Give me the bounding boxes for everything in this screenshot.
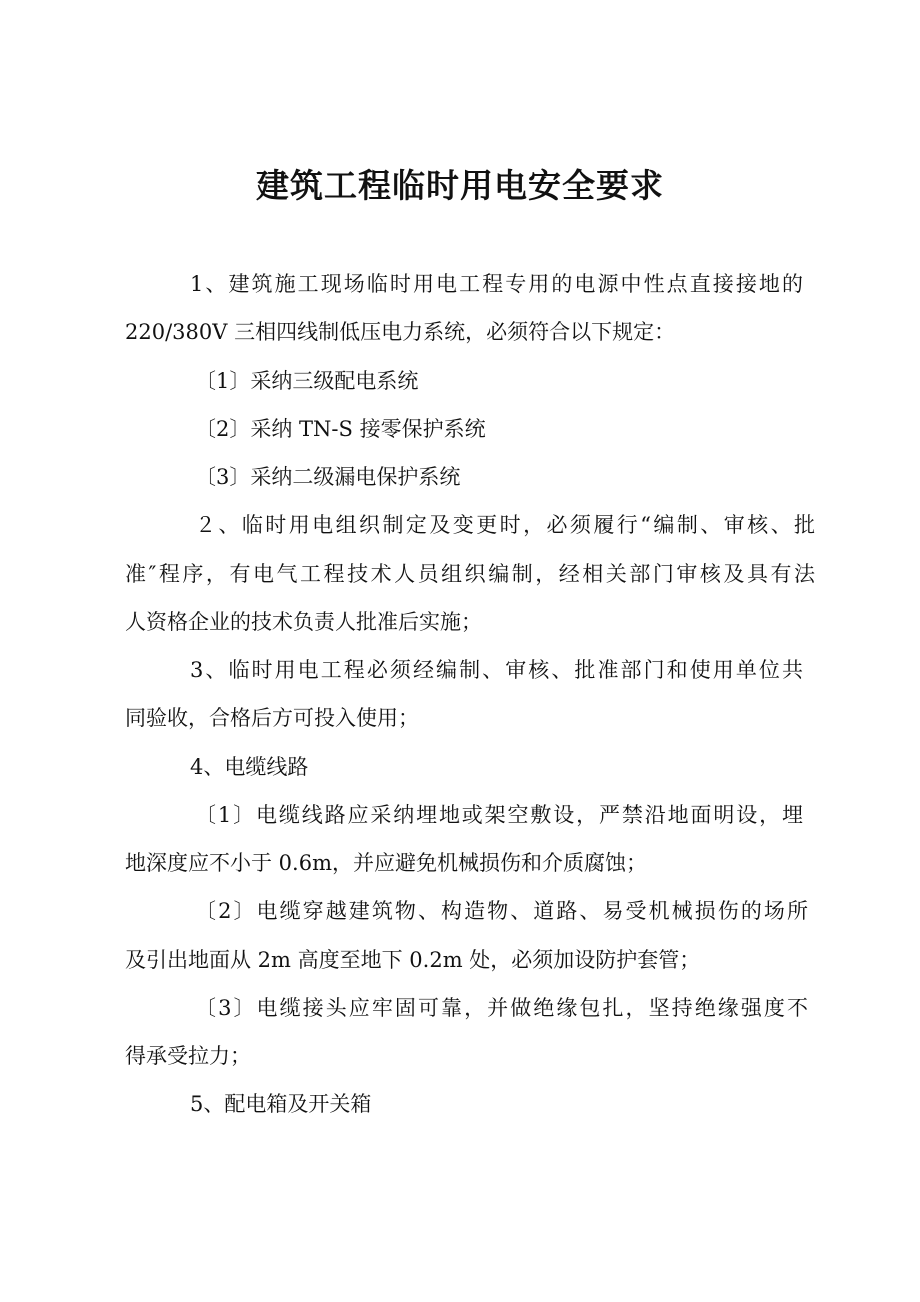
paragraph-2-line-3: 人资格企业的技术负责人批准后实施；	[125, 610, 482, 634]
document-title: 建筑工程临时用电安全要求	[256, 166, 664, 205]
cable-item-2-line-2: 及引出地面从 2m 高度至地下 0.2m 处，必须加设防护套管；	[125, 948, 701, 972]
list-item-3: 〔3〕采纳二级漏电保护系统	[195, 465, 461, 489]
paragraph-3-line-2: 同验收，合格后方可投入使用；	[125, 706, 419, 730]
section-4-heading: 4、电缆线路	[190, 755, 309, 779]
paragraph-2-line-1: ２、临时用电组织制定及变更时，必须履行“编制、审核、批	[195, 513, 815, 537]
paragraph-3-line-1: 3、临时用电工程必须经编制、审核、批准部门和使用单位共	[190, 658, 803, 682]
paragraph-2-line-2: 准″程序，有电气工程技术人员组织编制，经相关部门审核及具有法	[125, 562, 815, 586]
cable-item-3-line-1: 〔3〕电缆接头应牢固可靠，并做绝缘包扎，坚持绝缘强度不	[195, 996, 808, 1020]
cable-item-2-line-1: 〔2〕电缆穿越建筑物、构造物、道路、易受机械损伤的场所	[195, 899, 808, 923]
cable-item-1-line-1: 〔1〕电缆线路应采纳埋地或架空敷设，严禁沿地面明设，埋	[195, 803, 803, 827]
cable-item-1-line-2: 地深度应不小于 0.6m，并应避免机械损伤和介质腐蚀；	[125, 851, 647, 875]
paragraph-1-line-2: 220/380V 三相四线制低压电力系统，必须符合以下规定：	[125, 320, 676, 344]
cable-item-3-line-2: 得承受拉力；	[125, 1044, 251, 1068]
section-5-heading: 5、配电箱及开关箱	[190, 1092, 372, 1116]
paragraph-1-line-1: 1、建筑施工现场临时用电工程专用的电源中性点直接接地的	[190, 272, 803, 296]
list-item-2: 〔2〕采纳 TN-S 接零保护系统	[195, 417, 486, 441]
list-item-1: 〔1〕采纳三级配电系统	[195, 369, 419, 393]
